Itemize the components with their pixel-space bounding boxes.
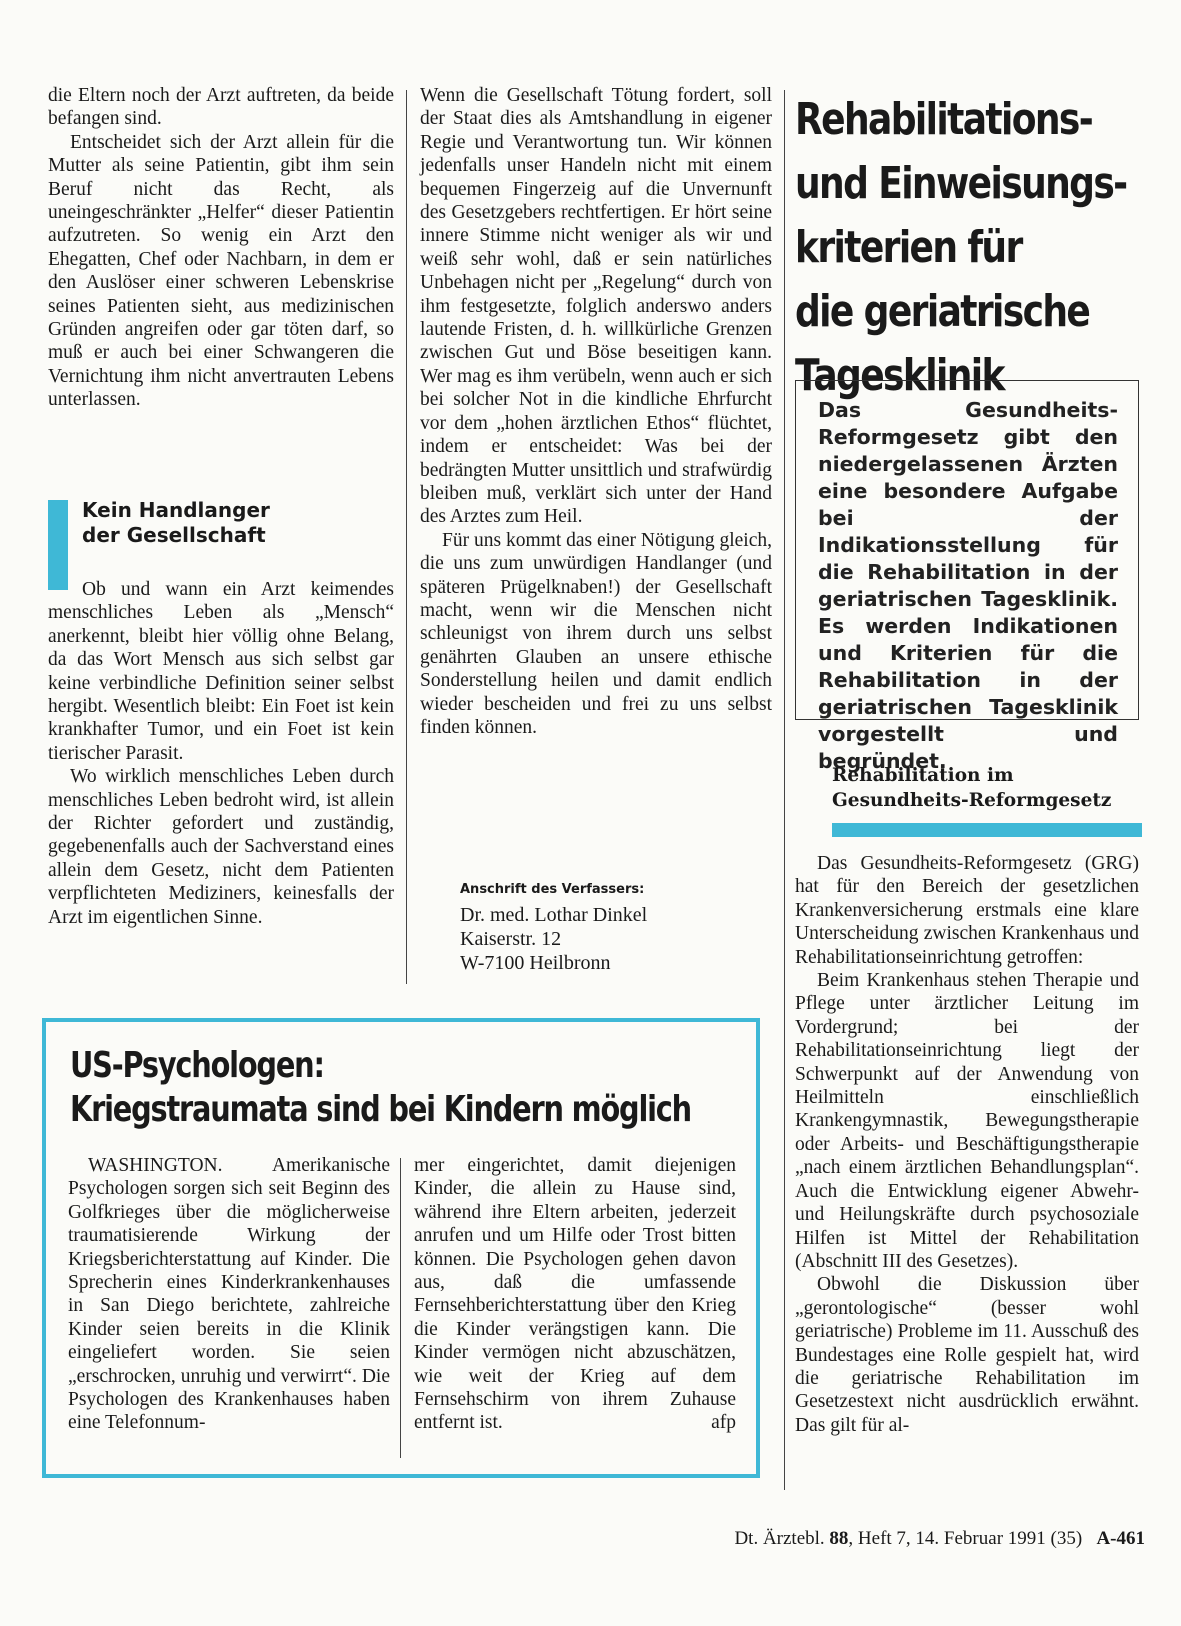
paragraph: Entscheidet sich der Arzt allein für die Mutter als seine Patientin, gibt ihm sein Beruf nicht das Recht, als uneingeschränkter „Helfer“ dieser Patientin aufzutreten. So wenig ein Arzt den Ehegatten, Chef oder Nachbarn, in dem er den Auslöser einer schweren Lebenskrise seines Patienten sieht, aus medizinischen Gründen angreifen oder gar töten darf, so muß er auch bei einer Schwangeren die Vernichtung ihm nicht anvertrauten Lebens unterlassen. [48, 131, 394, 411]
box-column-1 [68, 1154, 390, 1435]
section-heading-line: Kein Handlanger [82, 498, 270, 522]
accent-bar [832, 823, 1142, 837]
column-1 [48, 84, 394, 412]
author-address [460, 882, 760, 975]
section-heading-line: der Gesellschaft [82, 523, 266, 547]
paragraph: Wo wirklich menschliches Leben durch menschliches Leben bedroht wird, ist allein der Richter gefordert und zuständig, gegebenenfalls auch der Sachverstand eines allein dem Gesetz, nicht dem Patienten verpflichteten Mediziners, keinesfalls der Arzt im eigentlichen Sinne. [48, 766, 394, 928]
box-column-2 [414, 1154, 736, 1435]
journal-volume: 88 [829, 1528, 849, 1549]
box-headline [70, 1044, 710, 1132]
paragraph: WASHINGTON. Amerikanische Psychologen sorgen sich seit Beginn des Golfkrieges über die möglicherweise traumatisierende Wirkung der Kriegsberichterstattung auf Kinder. Die Sprecherin eines Kinderkrankenhauses in San Diego berichtete, zahlreiche Kinder seien bereits in die Klinik eingeliefert worden. Sie seien „erschrocken, unruhig und verwirrt“. Die Psychologen des Krankenhauses haben eine Telefonnum- [68, 1155, 390, 1434]
article-headline [795, 88, 1127, 408]
column-divider [406, 90, 407, 984]
headline-line: kriterien für [795, 222, 1022, 273]
author-name: Dr. med. Lothar Dinkel [460, 904, 648, 926]
headline-line: die geriatrische [795, 286, 1090, 337]
section-heading [832, 763, 1142, 813]
article-abstract: Das Gesundheits-Reformgesetz gibt den niedergelassenen Ärzten eine besondere Aufgabe bei der Indikationsstellung für die Rehabilitation in der geriatrischen Tagesklinik. Es werden Indikationen und Kriterien für die Rehabilitation in der geriatrischen Tagesklinik vorgestellt und begründet. [795, 380, 1139, 720]
accent-bar [48, 500, 68, 590]
page-footer [734, 1528, 1145, 1550]
box-headline-line: Kriegstraumata sind bei Kindern möglich [70, 1089, 691, 1130]
box-headline-line: US-Psychologen: [70, 1045, 324, 1086]
news-box [42, 1018, 760, 1478]
paragraph: Ob und wann ein Arzt keimendes menschliches Leben als „Mensch“ anerkennt, bleibt hier völlig ohne Belang, da das Wort Mensch aus sich selbst gar keine verbindliche Definition seiner selbst hergibt. Wesentlich bleibt: Ein Foet ist kein krankhafter Tumor, und ein Foet ist kein tierischer Parasit. [48, 579, 394, 764]
paragraph: die Eltern noch der Arzt auftreten, da beide befangen sind. [48, 85, 394, 130]
paragraph: Wenn die Gesellschaft Tötung fordert, soll der Staat dies als Amtshandlung in eigener Regie und Verantwortung tun. Wir können jedenfalls unser Handeln nicht mit einem bequemen Fingerzeig auf die Unvernunft des Gesetzgebers rechtfertigen. Er hört seine innere Stimme nicht weniger als wir und weiß sehr wohl, daß er sein natürliches Unbehagen nicht per „Regelung“ durch von ihm festgesetzte, folglich anderswo anders lautende Fristen, d. h. willkürliche Grenzen zwischen Gut und Böse beseitigen kann. Wer mag es ihm verübeln, wenn auch er sich bei solcher Not in die kindliche Ehrfurcht vor dem „hohen ärztlichen Ethos“ flüchtet, indem er entscheidet: Was bei der bedrängten Mutter unsittlich und strafwürdig bleiben muß, verklärt sich unter der Hand des Arztes zum Heil. [420, 85, 772, 528]
address-label: Anschrift des Verfassers: [460, 882, 645, 897]
paragraph: Für uns kommt das einer Nötigung gleich, die uns zum unwürdigen Handlanger (und späteren Prügelknaben!) der Gesellschaft macht, wenn wir die Menschen nicht schleunigst von ihrem durch uns selbst genährten Glauben an unsere ethische Sonderstellung heilen und damit endlich wieder bescheiden und frei zu uns selbst finden können. [420, 529, 772, 738]
paragraph: mer eingerichtet, damit diejenigen Kinder, die allein zu Hause sind, während ihre Eltern arbeiten, jederzeit anrufen und um Hilfe oder Trost bitten können. Die Psychologen gehen davon aus, daß die umfassende Fernsehberichterstattung über den Krieg die Kinder verängstigen kann. Die Kinder vermögen nicht abzuschätzen, wie weit der Krieg auf dem Fernsehschirm von ihrem Zuhause entfernt ist. [414, 1155, 736, 1434]
column-2 [420, 84, 772, 739]
paragraph: Beim Krankenhaus stehen Therapie und Pflege unter ärztlicher Leitung im Vordergrund; bei der Rehabilitationseinrichtung liegt der Schwerpunkt auf der Anwendung von Heilmitteln einschließlich Krankengymnastik, Bewegungstherapie oder Arbeits- und Beschäftigungstherapie „nach einem ärztlichen Behandlungsplan“. Auch die Entwicklung eigener Abwehr- und Heilungskräfte durch psychosoziale Hilfen ist Mittel der Rehabilitation (Abschnitt III des Gesetzes). [795, 970, 1139, 1272]
column-3 [795, 852, 1139, 1437]
paragraph: Das Gesundheits-Reformgesetz (GRG) hat für den Bereich der gesetzlichen Krankenversicherung erstmals eine klare Unterscheidung zwischen Krankenhaus und Rehabilitationseinrichtung getroffen: [795, 853, 1139, 968]
issue-info: , Heft 7, 14. Februar 1991 (35) [848, 1528, 1083, 1549]
paragraph: Obwohl die Diskussion über „gerontologische“ (besser wohl geriatrische) Probleme im 11. Ausschuß des Bundestages eine Rolle gespielt hat, wird die geriatrische Rehabilitation im Gesetzestext nicht ausdrücklich erwähnt. Das gilt für al- [795, 1274, 1139, 1436]
column-1-continued [48, 578, 394, 929]
page-number: A-461 [1096, 1528, 1145, 1549]
headline-line: Rehabilitations- [795, 94, 1093, 145]
headline-line: Tagesklinik [795, 350, 1004, 401]
author-street: Kaiserstr. 12 [460, 928, 562, 950]
section-heading-line: Gesundheits-Reformgesetz [832, 790, 1112, 811]
headline-line: und Einweisungs- [795, 158, 1127, 209]
section-heading-line: Rehabilitation im [832, 765, 1014, 786]
journal-name: Dt. Ärztebl. [734, 1528, 825, 1549]
author-city: W-7100 Heilbronn [460, 952, 611, 974]
column-divider [784, 90, 785, 1490]
column-divider [400, 1158, 401, 1458]
news-source: afp [711, 1412, 736, 1434]
